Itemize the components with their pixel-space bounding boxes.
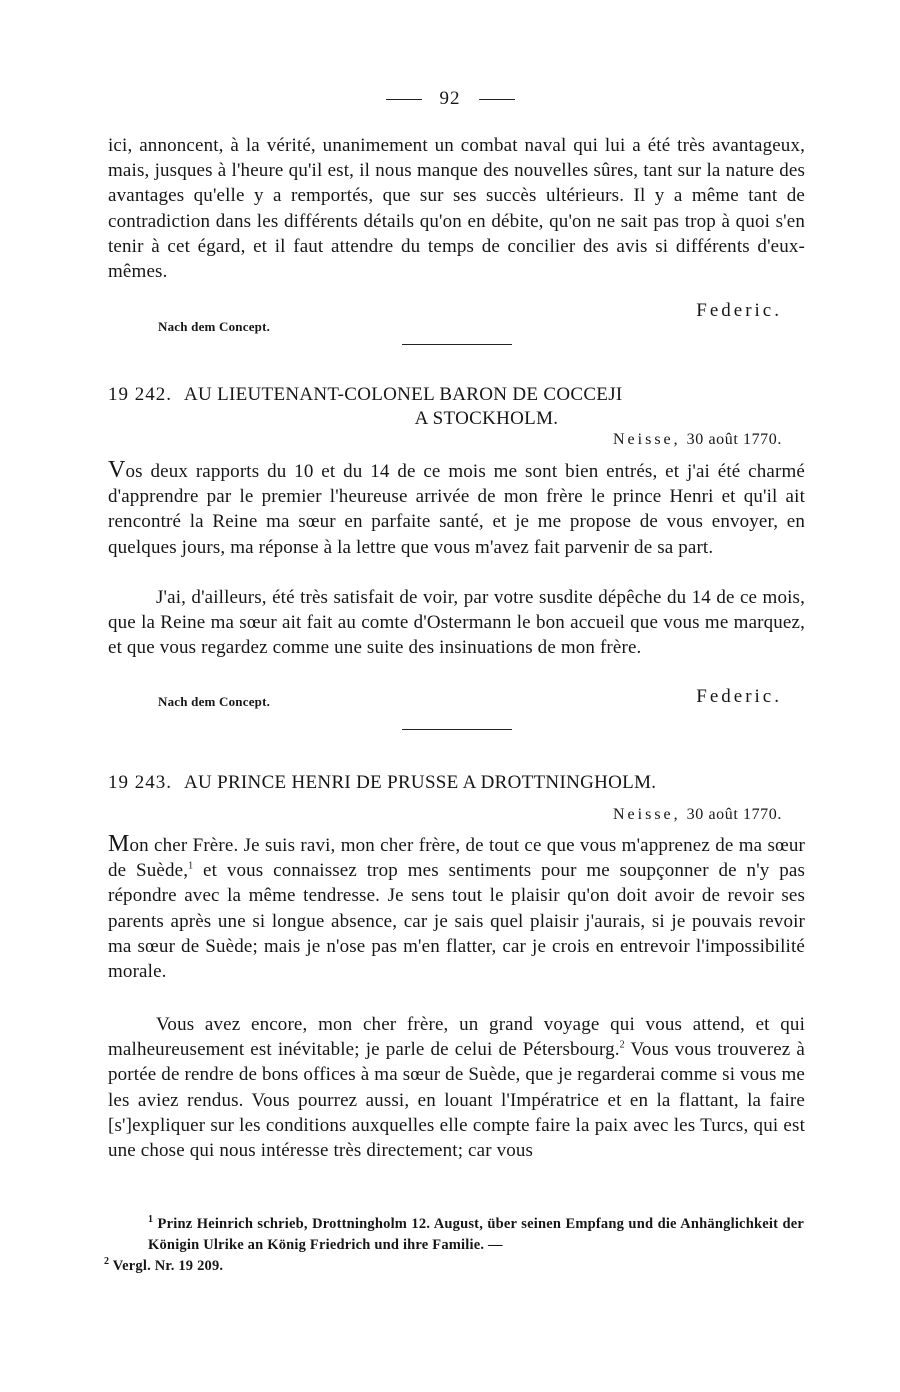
prev-letter-source: Nach dem Concept. bbox=[158, 319, 271, 334]
letter-19242-source: Nach dem Concept. bbox=[158, 694, 271, 709]
letter-19242-para-2: J'ai, d'ailleurs, été très satisfait de voir, par votre susdite dépêche du 14 de ce mois, que la Reine ma sœur ait fait au comte d'Ostermann le bon accueil que vous me marquez, et que vous regardez comme une suite des insinuations de mon frère. bbox=[108, 587, 805, 659]
heading-line-2: A STOCKHOLM. bbox=[414, 408, 559, 429]
letter-19242-dateline bbox=[613, 431, 782, 449]
page-number: 92 bbox=[439, 88, 461, 109]
footnote-2 bbox=[104, 1256, 804, 1277]
prev-letter-signature: Federic. bbox=[696, 300, 782, 321]
para-text: os deux rapports du 10 et du 14 de ce mois me sont bien entrés, et j'ai été charmé d'apprendre par le premier l'heureuse arrivée de mon frère le prince Henri et qu'il ait rencontré la Reine ma sœur en parfaite santé, et je me propose de vous envoyer, en quelques jours, ma réponse à la lettre que vous m'avez fait parvenir de sa part. bbox=[108, 461, 805, 558]
place: Neisse, bbox=[612, 431, 681, 448]
heading-line: AU PRINCE HENRI DE PRUSSE A DROTTNINGHOLM. bbox=[184, 772, 657, 793]
para-text: et vous connaissez trop mes sentiments pour me soupçonner de n'y pas répondre avec la même tendresse. Je sens tout le plaisir qu'on doit avoir de revoir ses parents après une si longue absence, car je sais quel plaisir j'aurais, si je pouvais revoir ma sœur de Suède; mais je n'ose pas m'en flatter, car je crois en entrevoir l'impossibilité morale. bbox=[108, 860, 805, 983]
para-text: Vous vous trouverez à portée de rendre de bons offices à ma sœur de Suède, que je regarderai comme si vous me les aviez rendus. Vous pourrez aussi, en louant l'Impératrice et en la flattant, la faire [s']expliquer sur les conditions auxquelles elle compte faire la paix avec les Turcs, qui est une chose qui nous intéresse très directement; car vous bbox=[108, 1039, 805, 1162]
header-dash-left bbox=[386, 99, 422, 100]
footnote-text: Vergl. Nr. 19 209. bbox=[112, 1258, 224, 1274]
footnote-text: Prinz Heinrich schrieb, Drottningholm 12. August, über seinen Empfang und die Anhänglichkeit der Königin Ulrike an König Friedrich und ihre Familie. — bbox=[148, 1216, 804, 1253]
footnote-ref[interactable]: 1 bbox=[188, 860, 194, 872]
letter-19242-para-1 bbox=[108, 458, 805, 560]
letter-number: 19 242. bbox=[108, 384, 172, 405]
letter-19243-para-1 bbox=[108, 832, 805, 984]
initial-letter: V bbox=[108, 457, 126, 483]
heading-line-1: AU LIEUTENANT-COLONEL BARON DE COCCEJI bbox=[184, 384, 623, 405]
footnote-mark: 1 bbox=[148, 1214, 154, 1226]
date: 30 août 1770. bbox=[686, 806, 782, 823]
separator-rule bbox=[402, 729, 512, 730]
letter-19242-signature: Federic. bbox=[696, 686, 782, 707]
footnote-ref[interactable]: 2 bbox=[619, 1039, 625, 1051]
place: Neisse, bbox=[612, 806, 681, 823]
letter-number: 19 243. bbox=[108, 772, 172, 793]
prev-letter-body: ici, annoncent, à la vérité, unanimement un combat naval qui lui a été très avantageux, mais, jusques à l'heure qu'il est, il nous manque des nouvelles sûres, tant sur la nature des avantages qu'elle y a remportés, que sur ses succès ultérieurs. Il y a même tant de contradiction dans les différents détails qu'on en débite, qu'on ne sait pas trop à quoi s'en tenir à cet égard, et il faut attendre du temps de concilier des avis si différents d'eux-mêmes. bbox=[108, 135, 805, 283]
letter-19242-heading bbox=[108, 383, 805, 431]
date: 30 août 1770. bbox=[686, 431, 782, 448]
initial-letter: M bbox=[108, 831, 130, 857]
footnotes bbox=[104, 1214, 804, 1277]
letter-19243-heading bbox=[108, 771, 805, 795]
header-dash-right bbox=[479, 99, 515, 100]
letter-19243-dateline bbox=[613, 806, 782, 824]
letter-19243-para-2 bbox=[108, 1012, 805, 1163]
page-header bbox=[0, 88, 900, 110]
separator-rule bbox=[402, 344, 512, 345]
footnote-1 bbox=[104, 1214, 804, 1256]
footnote-mark: 2 bbox=[104, 1256, 110, 1268]
para-text: on cher Frère. Je suis ravi, mon cher frère, de tout ce que vous m'apprenez de ma sœur de Suède, bbox=[108, 835, 805, 882]
para-text: Vous avez encore, mon cher frère, un grand voyage qui vous attend, et qui malheureusement est inévitable; je parle de celui de Pétersbourg. bbox=[108, 1014, 805, 1061]
